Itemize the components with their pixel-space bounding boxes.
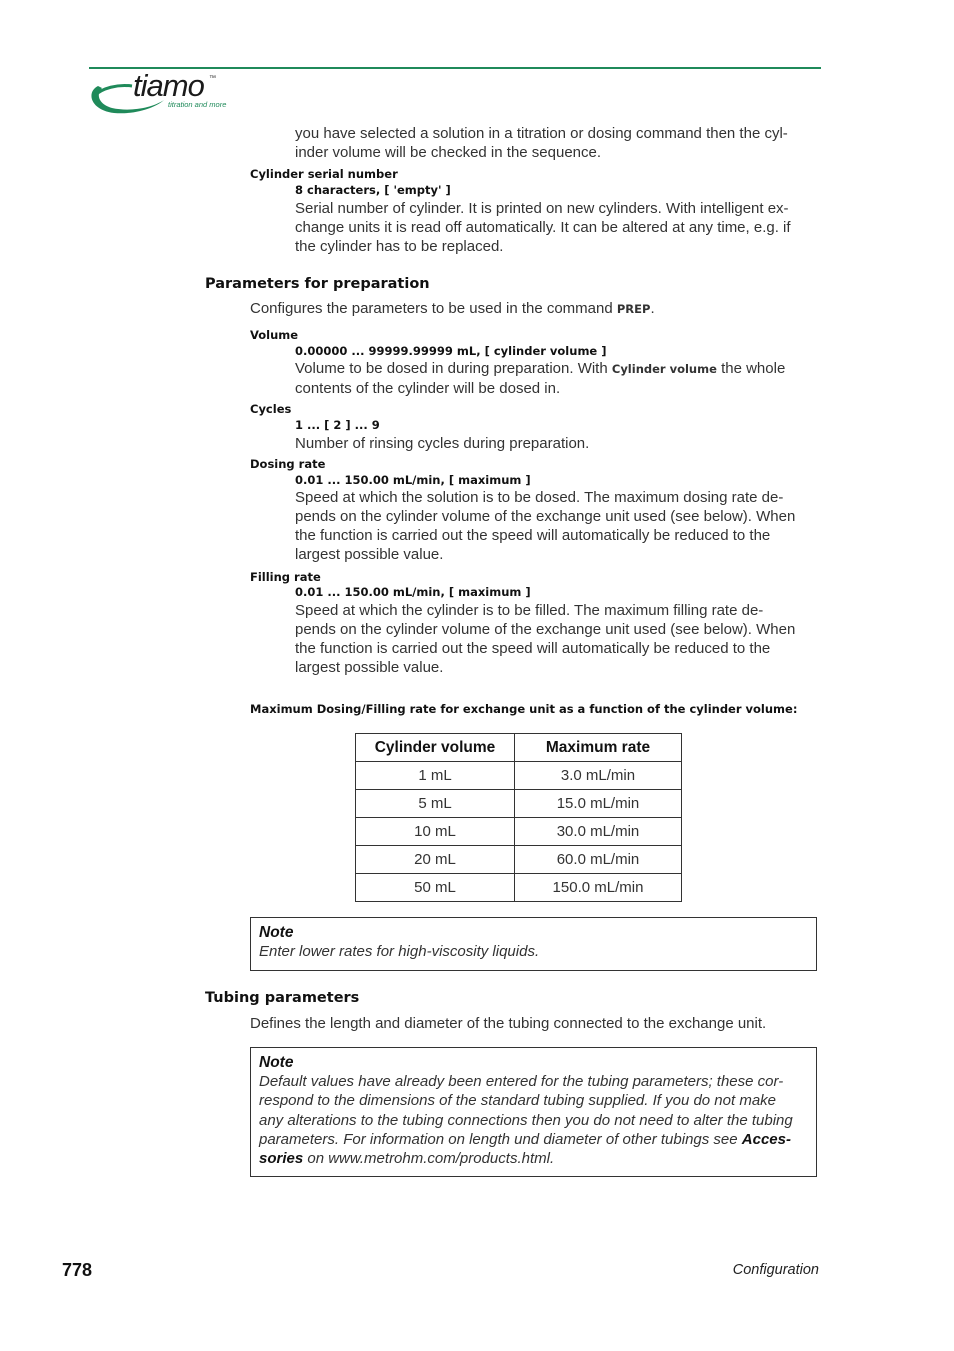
preparation-intro (250, 299, 820, 319)
accessories-term: sories (259, 1150, 304, 1168)
preparation-heading: Parameters for preparation (205, 276, 430, 292)
text-line: Number of rinsing cycles during preparation. (295, 435, 590, 452)
table-cell: 20 mL (356, 846, 515, 874)
text-line: inder volume will be checked in the sequence. (295, 144, 602, 161)
intro-paragraph (295, 124, 825, 162)
text-line: you have selected a solution in a titration or dosing command then the cyl- (295, 125, 788, 142)
tubing-heading: Tubing parameters (205, 990, 360, 1006)
prep-command: PREP (616, 302, 651, 316)
accessories-term: Acces- (741, 1130, 791, 1148)
table-row (356, 762, 682, 790)
page-number: 778 (62, 1260, 93, 1280)
text-line: largest possible value. (295, 546, 444, 563)
column-header: Maximum rate (515, 734, 682, 762)
text-span: on www.metrohm.com/products.html. (303, 1150, 555, 1168)
text-line: Speed at which the cylinder is to be filled. The maximum filling rate de- (295, 602, 764, 619)
text-span: Volume to be dosed in during preparation. With (295, 360, 612, 377)
column-header: Cylinder volume (356, 734, 515, 762)
filling-rate-label: Filling rate (250, 570, 321, 584)
brand-name: tiamo (133, 68, 204, 103)
text-line: the cylinder has to be replaced. (295, 238, 504, 255)
note-box-tubing (250, 1047, 817, 1177)
text-line (259, 1130, 808, 1149)
table-cell: 15.0 mL/min (515, 790, 682, 818)
note-text: Enter lower rates for high-viscosity liquids. (259, 943, 540, 960)
table-row (356, 790, 682, 818)
cylinder-serial-label: Cylinder serial number (250, 167, 398, 181)
dosing-rate-range: 0.01 ... 150.00 mL/min, [ maximum ] (295, 473, 531, 487)
volume-description (295, 359, 825, 398)
table-cell: 3.0 mL/min (515, 762, 682, 790)
cylinder-serial-description (295, 199, 825, 256)
text-line: contents of the cylinder will be dosed in. (295, 380, 561, 397)
text-line: pends on the cylinder volume of the exchange unit used (see below). When (295, 621, 796, 638)
cylinder-serial-range: 8 characters, [ 'empty' ] (295, 183, 451, 197)
volume-label: Volume (250, 328, 299, 342)
text-line (259, 1149, 808, 1168)
text-line: the function is carried out the speed will automatically be reduced to the (295, 640, 771, 657)
cycles-description (295, 434, 825, 453)
table-cell: 30.0 mL/min (515, 818, 682, 846)
section-name: Configuration (732, 1262, 819, 1278)
rate-table-caption: Maximum Dosing/Filling rate for exchange unit as a function of the cylinder volume: (250, 702, 798, 716)
table-cell: 10 mL (356, 818, 515, 846)
note-title: Note (259, 924, 294, 941)
brand-tagline: titration and more (168, 100, 227, 109)
tiamo-logo (88, 70, 238, 118)
note-text (259, 1072, 808, 1168)
filling-rate-range: 0.01 ... 150.00 mL/min, [ maximum ] (295, 585, 531, 599)
text-line: Speed at which the solution is to be dosed. The maximum dosing rate de- (295, 489, 784, 506)
text-line: largest possible value. (295, 659, 444, 676)
table-row (356, 846, 682, 874)
table-row (356, 874, 682, 902)
volume-range: 0.00000 ... 99999.99999 mL, [ cylinder volume ] (295, 344, 607, 358)
dosing-rate-label: Dosing rate (250, 457, 326, 471)
tubing-intro: Defines the length and diameter of the tubing connected to the exchange unit. (250, 1015, 767, 1032)
cycles-range: 1 ... [ 2 ] ... 9 (295, 418, 380, 432)
text-span: the whole (716, 360, 786, 377)
filling-rate-description (295, 601, 825, 677)
text-line: Default values have already been entered for the tubing parameters; these cor- (259, 1073, 784, 1090)
text-span: parameters. For information on length und diameter of other tubings see (259, 1130, 742, 1148)
text-line: pends on the cylinder volume of the exchange unit used (see below). When (295, 508, 796, 525)
table-cell: 150.0 mL/min (515, 874, 682, 902)
text-line: respond to the dimensions of the standard tubing supplied. If you do not make (259, 1092, 777, 1110)
text-line: any alterations to the tubing connections then you do not need to alter the tubing (259, 1111, 793, 1129)
table-cell: 60.0 mL/min (515, 846, 682, 874)
text-line: change units it is read off automatically. It can be altered at any time, e.g. if (295, 219, 791, 236)
trademark: ™ (209, 75, 216, 82)
table-cell: 1 mL (356, 762, 515, 790)
note-box-viscosity (250, 917, 817, 971)
text-span: . (650, 300, 655, 317)
rate-table (355, 733, 682, 902)
text-line: Serial number of cylinder. It is printed on new cylinders. With intelligent ex- (295, 200, 789, 217)
text-line (295, 359, 825, 379)
dosing-rate-description (295, 488, 825, 564)
text-span: Configures the parameters to be used in the command (250, 300, 617, 317)
table-row (356, 818, 682, 846)
text-line: the function is carried out the speed will automatically be reduced to the (295, 527, 771, 544)
table-cell: 50 mL (356, 874, 515, 902)
table-cell: 5 mL (356, 790, 515, 818)
note-title: Note (259, 1054, 294, 1071)
cylinder-volume-term: Cylinder volume (611, 362, 717, 376)
table-header-row (356, 734, 682, 762)
cycles-label: Cycles (250, 402, 292, 416)
